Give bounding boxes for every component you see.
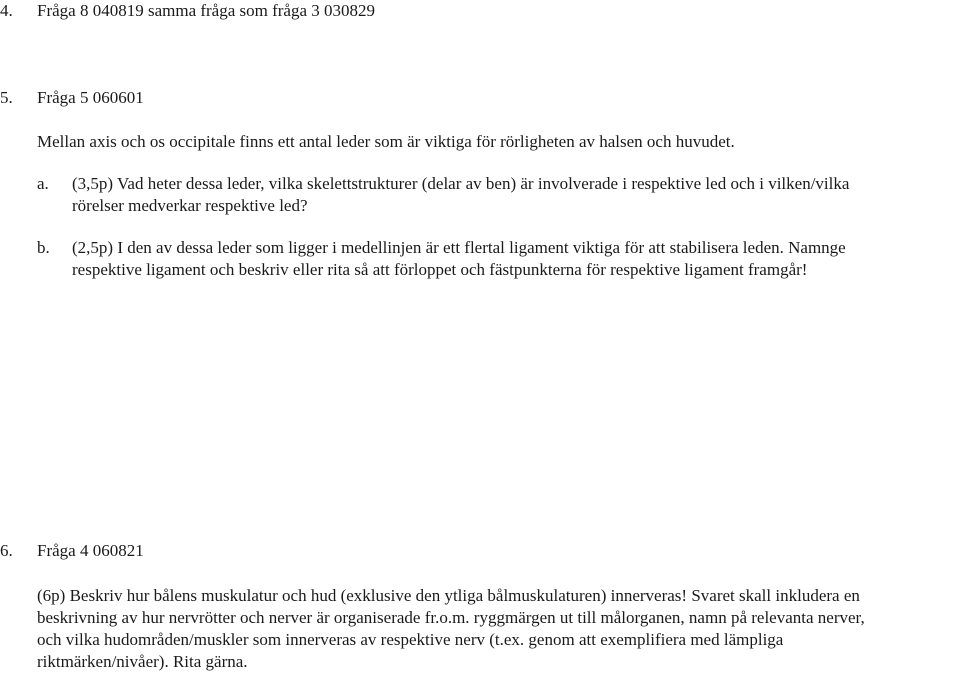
question-text-line-4: riktmärken/nivåer). Rita gärna. (37, 652, 248, 671)
subquestion-a-line-1: (3,5p) Vad heter dessa leder, vilka skelettstrukturer (delar av ben) är involverade i respektive led och i vilken/vilka (72, 174, 850, 193)
question-heading: Fråga 8 040819 samma fråga som fråga 3 030829 (37, 1, 376, 20)
subquestion-label-a: a. (37, 174, 49, 193)
question-text-line-2: beskrivning av hur nervrötter och nerver är organiserade fr.o.m. ryggmärgen ut till målorganen, namn på relevanta nerver, (37, 608, 865, 627)
question-text-line-3: och vilka hudområden/muskler som innerveras av respektive nerv (t.ex. genom att exemplifiera med lämpliga (37, 630, 784, 649)
question-number: 5. (0, 88, 13, 107)
question-heading: Fråga 5 060601 (37, 88, 144, 107)
subquestion-b-line-2: respektive ligament och beskriv eller rita så att förloppet och fästpunkterna för respektive ligament framgår! (72, 260, 808, 279)
subquestion-a-line-2: rörelser medverkar respektive led? (72, 196, 308, 215)
question-number: 6. (0, 541, 13, 560)
question-heading: Fråga 4 060821 (37, 541, 144, 560)
question-number: 4. (0, 1, 13, 20)
question-intro: Mellan axis och os occipitale finns ett antal leder som är viktiga för rörligheten av halsen och huvudet. (37, 132, 735, 151)
subquestion-label-b: b. (37, 238, 50, 257)
subquestion-b-line-1: (2,5p) I den av dessa leder som ligger i medellinjen är ett flertal ligament viktiga för att stabilisera leden. Namnge (72, 238, 846, 257)
question-text-line-1: (6p) Beskriv hur bålens muskulatur och hud (exklusive den ytliga bålmuskulaturen) innerveras! Svaret skall inkludera en (37, 586, 860, 605)
